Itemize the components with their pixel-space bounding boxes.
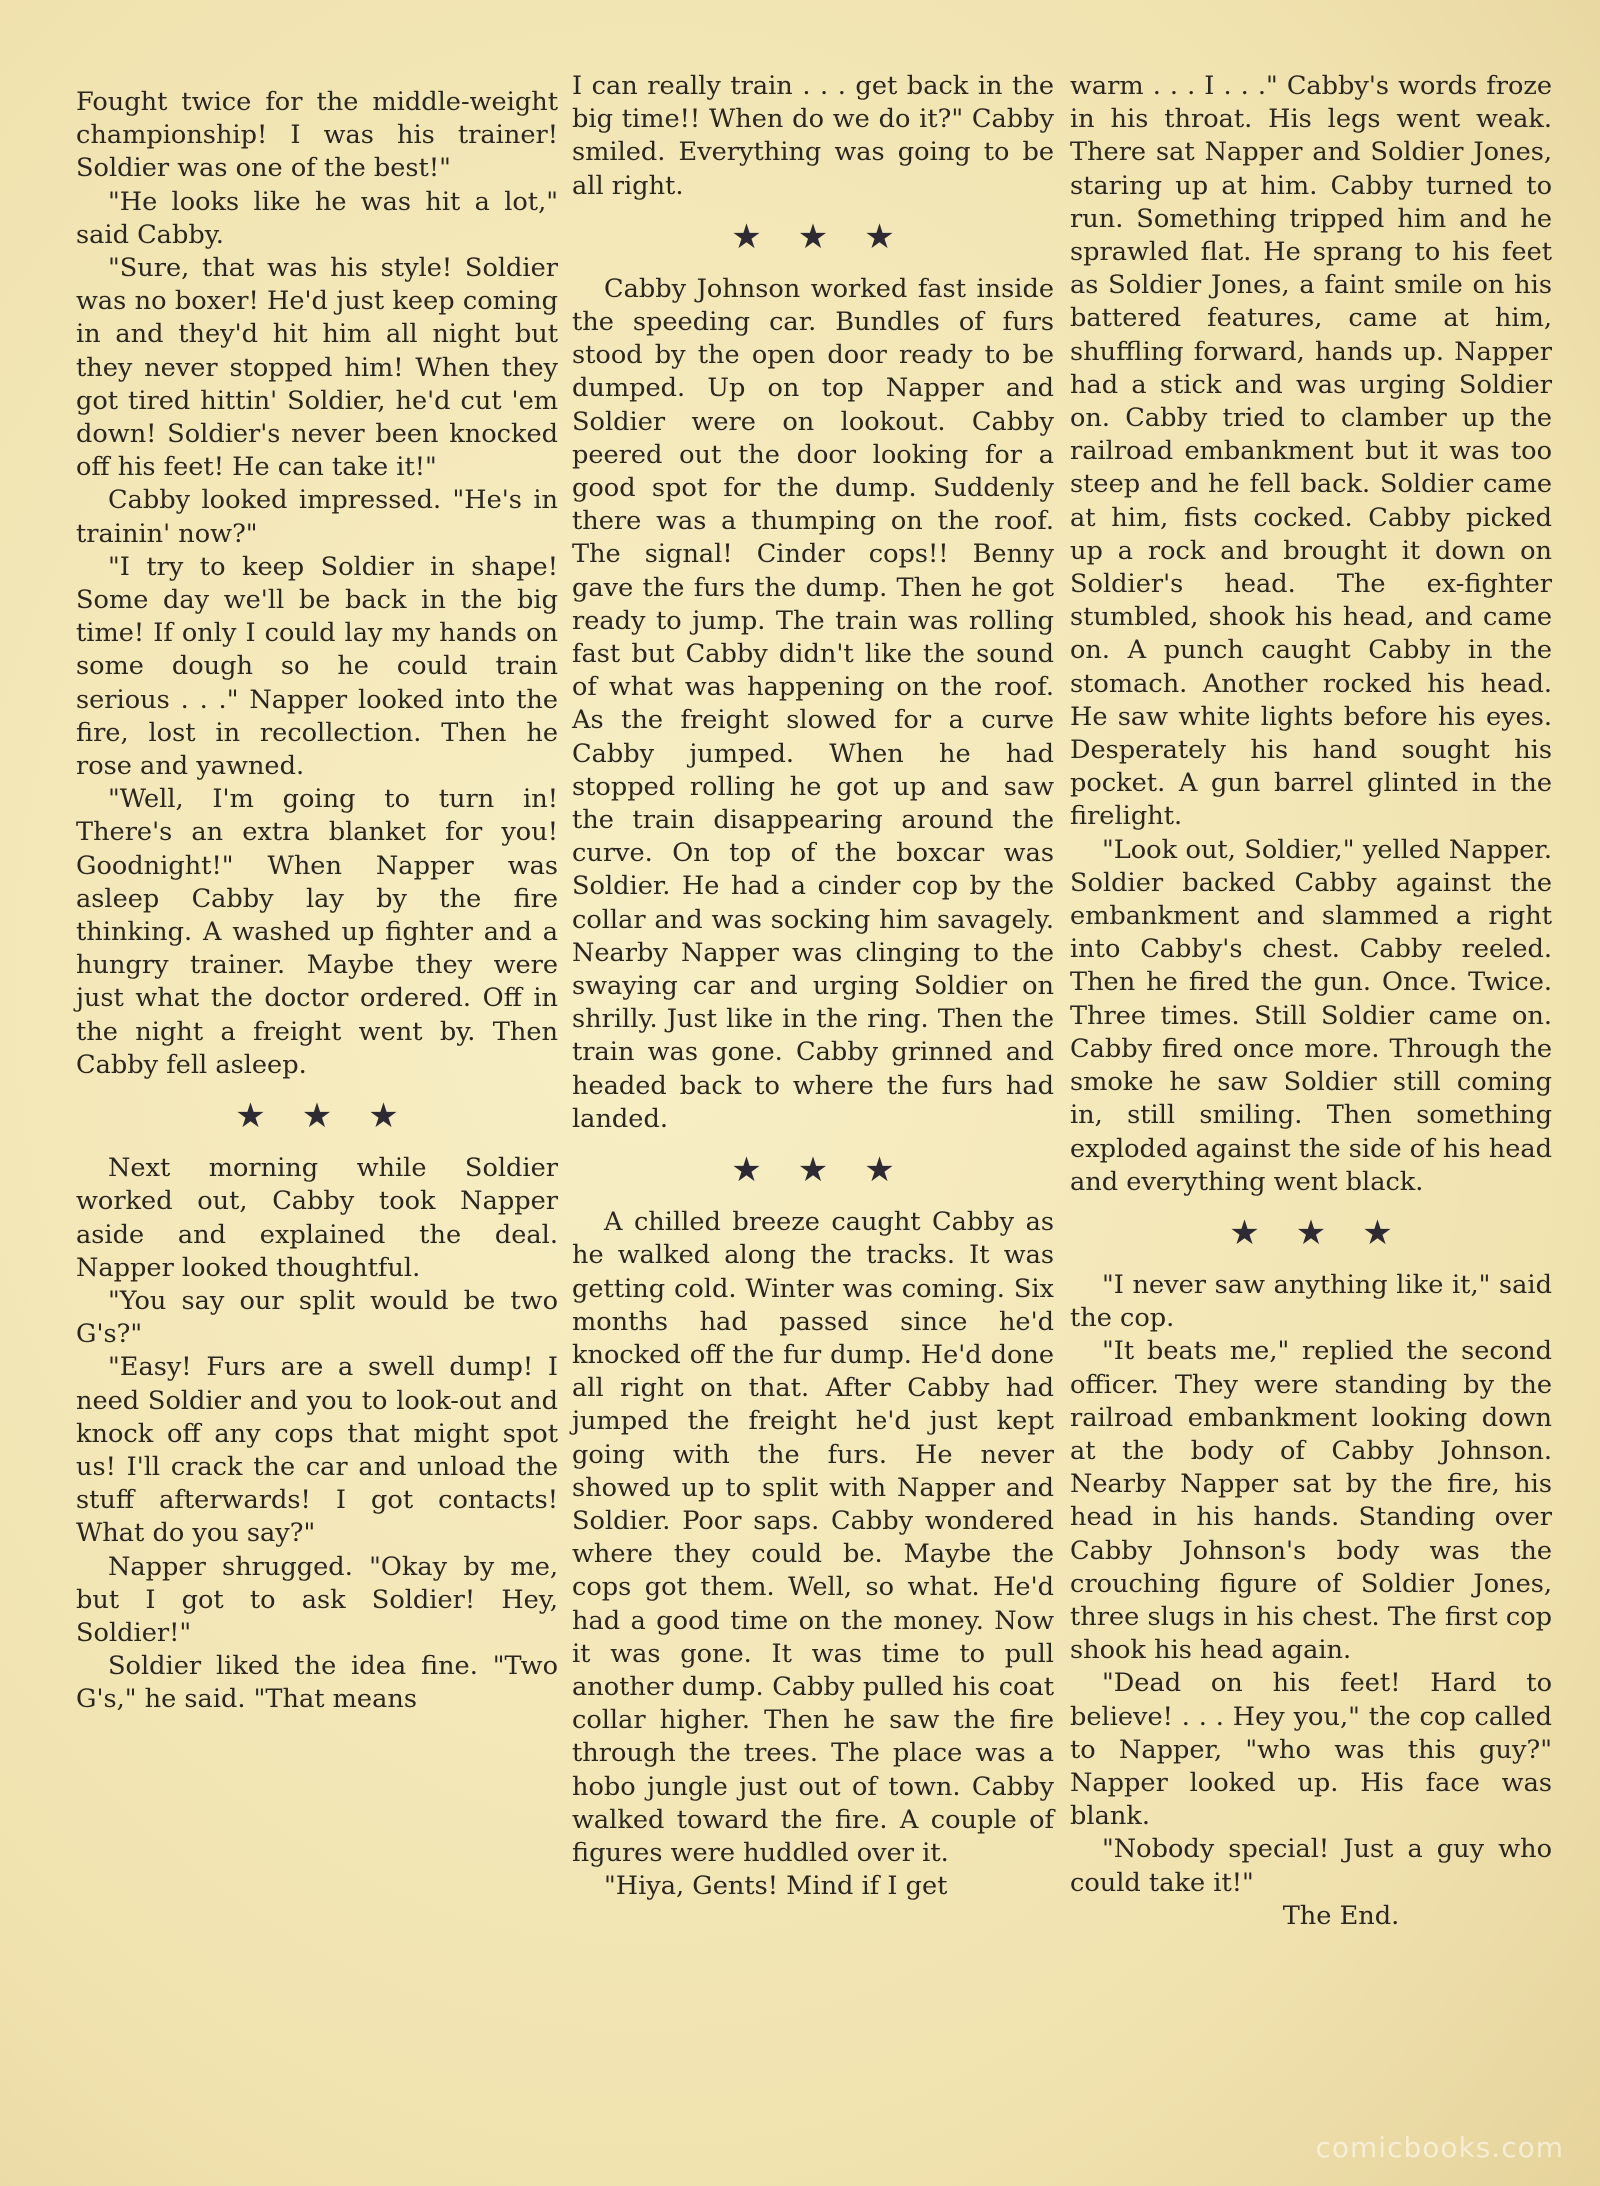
star-icon: ★	[368, 1096, 399, 1137]
column-2	[572, 70, 1054, 1903]
star-icon: ★	[731, 1150, 762, 1191]
star-icon: ★	[235, 1096, 266, 1137]
paragraph: Fought twice for the middle-weight championship! I was his trainer! Soldier was one of the best!"	[76, 87, 558, 184]
paragraph: Napper shrugged. "Okay by me, but I got to ask Soldier! Hey, Soldier!"	[76, 1551, 558, 1648]
paragraph: "He looks like he was hit a lot," said Cabby.	[76, 186, 558, 250]
paragraph: Cabby looked impressed. "He's in trainin' now?"	[76, 485, 558, 549]
section-break-stars	[76, 1090, 558, 1142]
paragraph: A chilled breeze caught Cabby as he walked along the tracks. It was getting cold. Winter was coming. Six months had passed since he'd knocked off the fur dump. He'd done all right on that. After Cabby had jumped the freight he'd just kept going with the furs. He never showed up to split with Napper and Soldier. Poor saps. Cabby wondered where they could be. Maybe the cops got them. Well, so what. He'd had a good time on the money. Now it was gone. It was time to pull another dump. Cabby pulled his coat collar higher. Then he saw the fire through the trees. The place was a hobo jungle just out of town. Cabby walked toward the fire. A couple of figures were huddled over it.	[572, 1207, 1054, 1868]
star-icon: ★	[864, 216, 895, 257]
paragraph: "Hiya, Gents! Mind if I get	[604, 1871, 948, 1902]
column-1	[76, 86, 558, 1717]
story-end-text: The End.	[1282, 1900, 1400, 1931]
star-icon: ★	[797, 1150, 829, 1191]
paragraph: Soldier liked the idea fine. "Two G's," he said. "That means	[76, 1651, 558, 1715]
paragraph: warm . . . I . . ." Cabby's words froze in his throat. His legs went weak. There sat Napper and Soldier Jones, staring up at him. Cabby turned to run. Something tripped him and he sprawled flat. He sprang to his feet as Soldier Jones, a faint smile on his battered features, came at him, shuffling forward, hands up. Napper had a stick and was urging Soldier on. Cabby tried to clamber up the railroad embankment but it was too steep and he fell back. Soldier came at him, fists cocked. Cabby picked up a rock and brought it down on Soldier's head. The ex-fighter stumbled, shook his head, and came on. A punch caught Cabby in the stomach. Another rocked his head. He saw white lights before his eyes. Desperately his hand sought his pocket. A gun barrel glinted in the firelight.	[1070, 71, 1552, 832]
paragraph: "You say our split would be two G's?"	[76, 1285, 558, 1350]
star-icon: ★	[1362, 1212, 1393, 1253]
section-break-stars	[572, 1144, 1054, 1196]
paragraph: "I never saw anything like it," said the cop.	[1070, 1269, 1552, 1334]
paragraph: Next morning while Soldier worked out, Cabby took Napper aside and explained the deal. Napper looked thoughtful.	[76, 1153, 558, 1283]
paragraph: Cabby Johnson worked fast inside the speeding car. Bundles of furs stood by the open door ready to be dumped. Up on top Napper and Soldier were on lookout. Cabby peered out the door looking for a good spot for the dump. Suddenly there was a thumping on the roof. The signal! Cinder cops!! Benny gave the furs the dump. Then he got ready to jump. The train was rolling fast but Cabby didn't like the sound of what was happening on the roof. As the freight slowed for a curve Cabby jumped. When he had stopped rolling he got up and saw the train disappearing around the curve. On top of the boxcar was Soldier. He had a cinder cop by the collar and was socking him savagely. Nearby Napper was clinging to the swaying car and urging Soldier on shrilly. Just like in the ring. Then the train was gone. Cabby grinned and headed back to where the furs had landed.	[572, 273, 1054, 1134]
section-break-stars	[1070, 1207, 1552, 1259]
star-icon: ★	[731, 216, 762, 257]
star-icon: ★	[864, 1150, 895, 1191]
column-3	[1070, 70, 1552, 1933]
paragraph: "Look out, Soldier," yelled Napper. Soldier backed Cabby against the embankment and slammed a right into Cabby's chest. Cabby reeled. Then he fired the gun. Once. Twice. Three times. Still Soldier came on. Cabby fired once more. Through the smoke he saw Soldier still coming in, still smiling. Then something exploded against the side of his head and everything went black.	[1070, 834, 1552, 1197]
star-icon: ★	[1229, 1212, 1260, 1253]
star-icon: ★	[797, 216, 829, 257]
paragraph: "I try to keep Soldier in shape! Some day we'll be back in the big time! If only I could lay my hands on some dough so he could train serious . . ." Napper looked into the fire, lost in recollection. Then he rose and yawned.	[76, 551, 558, 782]
paragraph: "Easy! Furs are a swell dump! I need Soldier and you to look-out and knock off any cops that might spot us! I'll crack the car and unload the stuff afterwards! I got contacts! What do you say?"	[76, 1352, 558, 1549]
paragraph: "Well, I'm going to turn in! There's an extra blanket for you! Goodnight!" When Napper was asleep Cabby lay by the fire thinking. A washed up fighter and a hungry trainer. Maybe they were just what the doctor ordered. Off in the night a freight went by. Then Cabby fell asleep.	[76, 784, 558, 1080]
paragraph: I can really train . . . get back in the big time!! When do we do it?" Cabby smiled. Everything was going to be all right.	[572, 71, 1054, 201]
site-watermark: comicbooks.com	[1315, 2131, 1564, 2164]
paragraph: "Nobody special! Just a guy who could take it!"	[1070, 1834, 1552, 1898]
star-icon: ★	[1295, 1212, 1327, 1253]
paragraph: "Sure, that was his style! Soldier was no boxer! He'd just keep coming in and they'd hit him all night but they never stopped him! When they got tired hittin' Soldier, he'd cut 'em down! Soldier's never been knocked off his feet! He can take it!"	[76, 253, 558, 483]
paragraph: "It beats me," replied the second officer. They were standing by the railroad embankment looking down at the body of Cabby Johnson. Nearby Napper sat by the fire, his head in his hands. Standing over Cabby Johnson's body was the crouching figure of Soldier Jones, three slugs in his chest. The first cop shook his head again.	[1070, 1336, 1552, 1666]
star-icon: ★	[301, 1096, 333, 1137]
section-break-stars	[572, 211, 1054, 263]
paragraph: "Dead on his feet! Hard to believe! . . . Hey you," the cop called to Napper, "who was this guy?" Napper looked up. His face was blank.	[1070, 1668, 1552, 1832]
